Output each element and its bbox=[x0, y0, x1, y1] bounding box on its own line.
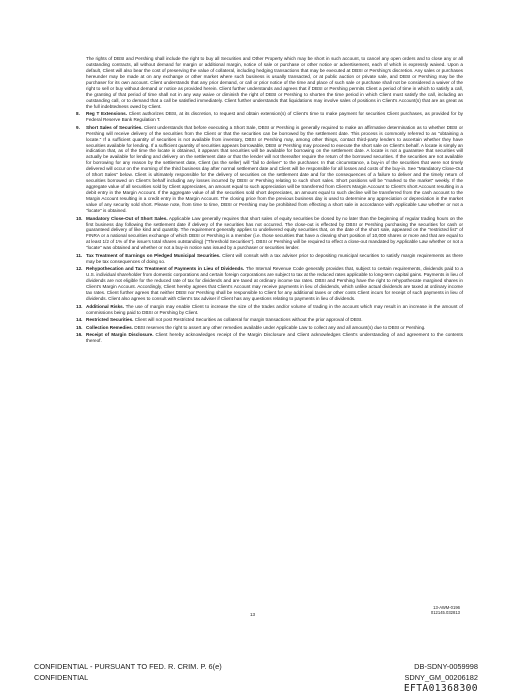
section-body: Client will consult with a tax adviser prior to depositing municipal securities to satisfy margin requirements as there may be tax consequences of doing so. bbox=[86, 252, 463, 264]
intro-paragraph: The rights of DBSI and Pershing shall include the right to buy all Securities and Other Property which may be short in such account, to cancel any open orders and to close any or all outstanding contracts, all without demand for margin or additional margin, notice of sale or purchase or other notice or advertisement, each of which is expressly waived. Upon a default, Client will also bear the cost of preserving the value of collateral, including hedging transactions that may be executed at DBSI or Pershing's discretion. Any sales or purchases hereunder may be made at on any exchange or other market where such business is usually transacted, or at public auction or private sale, and DBSI or Pershing may be the purchaser for its own account. Client understands that any prior demand, or call or prior notice of the time and place of such sale or purchase shall not be considered a waiver of the right to sell or buy without demand or notice as provided herein. Client further understands and agrees that if DBSI or Pershing permits Client a period of time in which to satisfy a call, the granting of that period of time shall not in any way waive or diminish the right of DBSI or Pershing to shorten the time period in which Client must satisfy the call, including an outstanding call, or to demand that a call be satisfied immediately. Client further understands that liquidations may involve sales of positions in Client's Account(s) that are as great as the full indebtedness owed by Client. bbox=[86, 56, 463, 109]
section-number: 13. bbox=[76, 303, 83, 309]
section-item bbox=[76, 216, 463, 252]
section-number: 9. bbox=[76, 124, 80, 130]
section-item bbox=[76, 332, 463, 344]
section-heading: Receipt of Margin Disclosure. bbox=[86, 332, 154, 338]
section-body: DBSI reserves the right to assert any other remedies available under Applicable Law to collect any and all amount(s) due to DBSI or Pershing. bbox=[132, 324, 426, 330]
section-body: The Internal Revenue Code generally provides that, subject to certain requirements, dividends paid to a U.S. individual shareholder from domestic corporations and certain foreign corporations are subject to tax at the reduced rates applicable to long-term capital gains. Payments in lieu of dividends are not eligible for the reduced rate of tax for dividends and are taxed at ordinary income tax rates. DBSI and Pershing have the right to rehypothecate margined shares in Client's Margin Account. Accordingly, Client hereby agrees that Client's Account may receive payments in lieu of dividends, which unlike actual dividends are taxed at ordinary income tax rates. Client further agrees that neither DBSI nor Pershing shall be responsible to Client for any additional taxes or other costs Client incurs for receipt of such payments in lieu of dividends. Client also agrees to consult with Client's tax adviser if Client has any questions relating to payments in lieu of dividends. bbox=[86, 266, 463, 302]
section-item bbox=[76, 317, 463, 323]
page-number: 13 bbox=[250, 612, 256, 617]
section-heading: Mandatory Close-Out of Short Sales. bbox=[86, 215, 168, 221]
section-number: 10. bbox=[76, 215, 83, 221]
section-text bbox=[86, 317, 463, 323]
section-number: 11. bbox=[76, 252, 83, 258]
section-number: 15. bbox=[76, 324, 83, 330]
bates-number-db: DB-SDNY-0059998 bbox=[414, 662, 478, 671]
efta-number: EFTA01368300 bbox=[403, 683, 478, 694]
section-item bbox=[76, 325, 463, 331]
section-text bbox=[86, 216, 463, 252]
section-heading: Collection Remedies. bbox=[86, 324, 133, 330]
section-body: Client authorizes DBSI, at its discretion, to request and obtain extension(s) of Client's time to make payment for securities Client purchases, as provided for by Federal Reserve Bank Regulation T. bbox=[86, 111, 463, 123]
section-text bbox=[86, 266, 463, 302]
section-text bbox=[86, 325, 463, 331]
section-heading: Tax Treatment of Earnings on Pledged Municipal Securities. bbox=[86, 252, 221, 258]
section-number: 12. bbox=[76, 266, 83, 272]
reference-code-line-1: 13-AWM-0196 bbox=[433, 605, 460, 610]
section-number: 14. bbox=[76, 317, 83, 323]
reference-code-line-2: 012145.032813 bbox=[430, 610, 460, 616]
section-text bbox=[86, 125, 463, 214]
section-body: Client understands that before executing a Short Sale, DBSI or Pershing is generally required to make an affirmative determination as to whether DBSI or Pershing will receive delivery of the securities from the Client or that the securities can be borrowed by the settlement date. This process is commonly referred to as "obtaining a locate." If a sufficient quantity of securities is not available from inventory, DBSI or Pershing may, among other things, contact third-party lenders to ascertain whether they have securities available for lending. If a sufficient quantity of securities appears borrowable, DBSI or Pershing may proceed to execute the short sale on Client's behalf. A locate is simply an indication that, as of the time the locate is obtained, it appears that securities will be available for borrowing on the settlement date. A locate is not a guarantee that securities will actually be available for lending and delivery on the settlement date or that the lender will not thereafter require the return of the borrowed securities. If the securities are not available for borrowing for any reason by the settlement date, Client (as the seller) will "fail to deliver" to the purchaser. In that circumstance, a buy-in of the securities that were not timely delivered will occur on the morning of the third business day after normal settlement date and Client will be responsible for all losses and costs of the buy-in. See "Mandatory Close-Out of Short Sales" below. Client is ultimately responsible for the delivery of securities on the settlement date and for the consequences of a failure to deliver and the timely return of securities borrowed on Client's behalf including any losses incurred by DBSI or Pershing relating to such short sales. Short positions will be "marked to the market" weekly. If the aggregate value of all securities sold by Client appreciates, an amount equal to such appreciation will be transferred from Client's Margin Account to Client's short Account resulting in a debit entry in the Margin Account. If the aggregate value of all the securities sold short depreciates, an amount equal to such decline will be transferred from the cash account to the Margin Account resulting in a credit entry in the Margin Account. The closing price from the previous business day is used to determine any appreciation or depreciation in the market value of any security sold short. Please note, from time to time, DBSI or Pershing may be prohibited from effecting a short sale in accordance with Applicable Law whether or not a "locate" is obtained. bbox=[86, 124, 464, 214]
section-heading: Reg T Extensions. bbox=[86, 111, 128, 117]
section-heading: Additional Risks. bbox=[86, 303, 125, 309]
document-body bbox=[76, 56, 463, 346]
reference-code bbox=[431, 605, 460, 615]
section-item bbox=[76, 253, 463, 265]
section-text bbox=[86, 253, 463, 265]
section-text bbox=[86, 332, 463, 344]
section-body: Applicable Law generally requires that short sales of equity securities be closed by no later than the beginning of regular trading hours on the first business day following the settlement date if delivery of the securities has not occurred. The close-out is effected by DBSI or Pershing purchasing the securities for cash or guaranteed delivery of like kind and quantity. The requirement generally applies to undelivered equity securities that, on the date of the short sale, appeared on the "restricted list" of FINRA or a national securities exchange of which DBSI or Pershing is a member (i.e. those securities that have a clearing short position of 10,000 shares or more and that are equal to at least 1/2 of 1% of the issue's total shares outstanding) ("Threshold Securities"). DBSI or Pershing will be required to effect a close-out mandated by Applicable Law whether or not a "locate" was obtained and whether or not a buy-in notice was issued by a purchaser or securities lender. bbox=[86, 215, 463, 251]
section-body: The use of margin may enable Client to increase the size of the trades and/or volume of trading in the account which may result in an increase in the amount of commissions being paid to DBSI or Pershing by Client. bbox=[86, 303, 463, 315]
section-heading: Short Sales of Securities. bbox=[86, 124, 143, 130]
section-text bbox=[86, 111, 463, 123]
section-body: Client will not post Restricted Securities as collateral for margin transactions without the prior approval of DBSI. bbox=[133, 317, 363, 323]
confidential-label: CONFIDENTIAL bbox=[34, 673, 89, 682]
section-text bbox=[86, 304, 463, 316]
section-number: 8. bbox=[76, 111, 80, 117]
bates-number-sdny: SDNY_GM_00206182 bbox=[404, 673, 478, 682]
confidential-notice: CONFIDENTIAL - PURSUANT TO FED. R. CRIM. P. 6(e) bbox=[34, 662, 222, 671]
section-item bbox=[76, 125, 463, 214]
section-number: 16. bbox=[76, 332, 83, 338]
section-item bbox=[76, 304, 463, 316]
section-heading: Restricted Securities. bbox=[86, 317, 134, 323]
section-heading: Rehypothecation and Tax Treatment of Payments in Lieu of Dividends. bbox=[86, 266, 245, 272]
section-item bbox=[76, 266, 463, 302]
numbered-sections bbox=[76, 111, 463, 344]
section-item bbox=[76, 111, 463, 123]
section-body: Client hereby acknowledges receipt of the Margin Disclosure and Client acknowledges Client's understanding of and agreement to the contents thereof. bbox=[86, 332, 463, 344]
